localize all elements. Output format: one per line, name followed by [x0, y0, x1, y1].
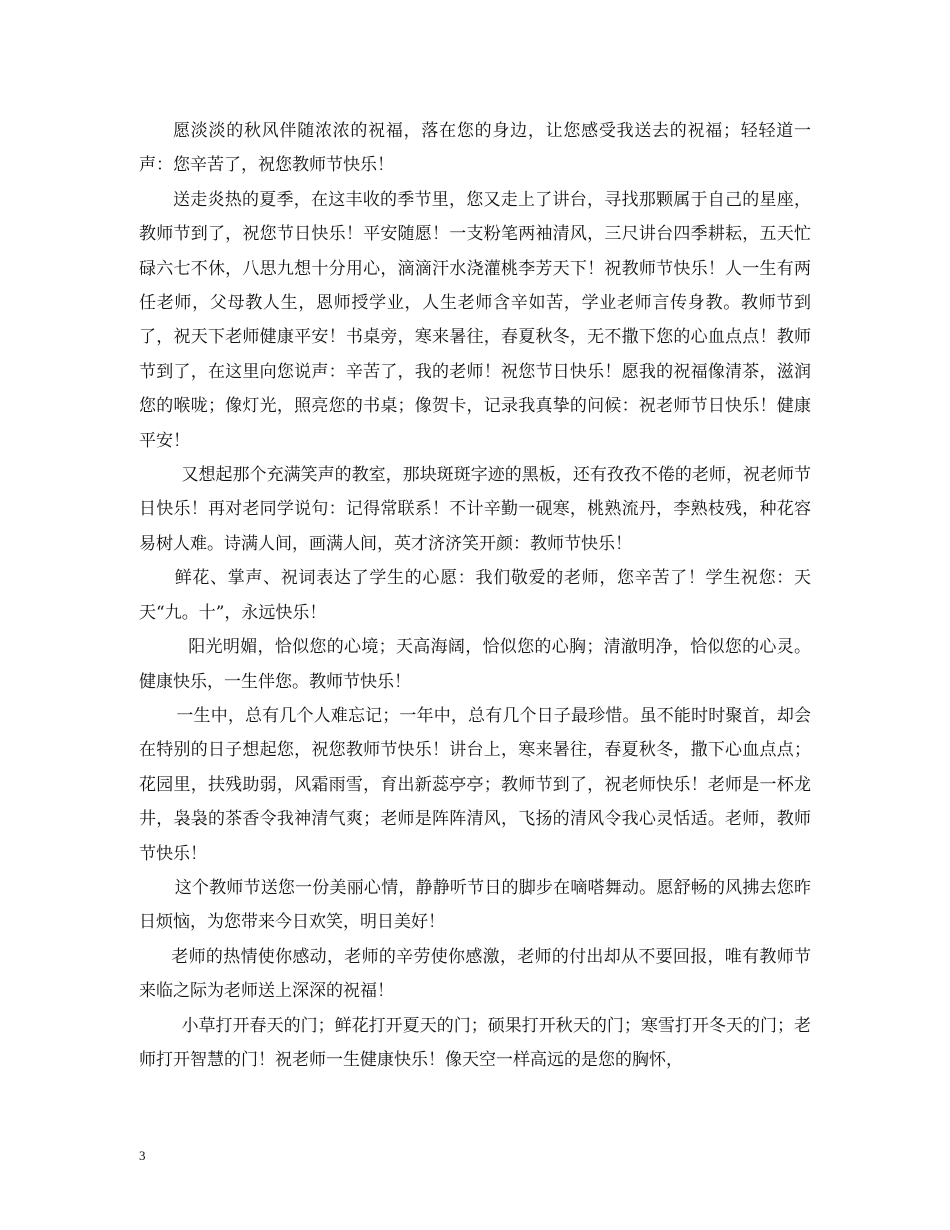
paragraph-7: 这个教师节送您一份美丽心情，静静听节日的脚步在嘀嗒舞动。愿舒畅的风拂去您昨日烦恼，为您带来今日欢笑，明日美好！: [139, 877, 811, 933]
paragraph-3: 又想起那个充满笑声的教室，那块斑斑字迹的黑板，还有孜孜不倦的老师，祝老师节日快乐！再对老同学说句：记得常联系！不计辛勤一砚寒，桃熟流丹，李熟枝残，种花容易树人难。诗满人间，画满人间，英才济济笑开颜：教师节快乐！: [139, 465, 811, 554]
document-body: [139, 114, 811, 1077]
paragraph-6: 一生中，总有几个人难忘记；一年中，总有几个日子最珍惜。虽不能时时聚首，却会在特别的日子想起您，祝您教师节快乐！讲台上，寒来暑往，春夏秋冬，撒下心血点点；花园里，扶残助弱，风霜雨雪，育出新蕊亭亭；教师节到了，祝老师快乐！老师是一杯龙井，袅袅的茶香令我神清气爽；老师是阵阵清风，飞扬的清风令我心灵恬适。老师，教师节快乐！: [139, 705, 811, 864]
paragraph-2: 送走炎热的夏季，在这丰收的季节里，您又走上了讲台，寻找那颗属于自己的星座，教师节到了，祝您节日快乐！平安随愿！一支粉笔两袖清风，三尺讲台四季耕耘，五天忙碌六七不休，八思九想十分用心，滴滴汗水浇灌桃李芳天下！祝教师节快乐！人一生有两任老师，父母教人生，恩师授学业，人生老师含辛如苦，学业老师言传身教。教师节到了，祝天下老师健康平安！书桌旁，寒来暑往，春夏秋冬，无不撒下您的心血点点！教师节到了，在这里向您说声：辛苦了，我的老师！祝您节日快乐！愿我的祝福像清茶，滋润您的喉咙；像灯光，照亮您的书桌；像贺卡，记录我真挚的问候：祝老师节日快乐！健康平安！: [139, 189, 811, 451]
paragraph-9: 小草打开春天的门；鲜花打开夏天的门；硕果打开秋天的门；寒雪打开冬天的门；老师打开智慧的门！祝老师一生健康快乐！像天空一样高远的是您的胸怀，: [139, 1015, 811, 1070]
paragraph-1: 愿淡淡的秋风伴随浓浓的祝福，落在您的身边，让您感受我送去的祝福；轻轻道一声：您辛苦了，祝您教师节快乐！: [139, 121, 811, 176]
paragraph-4: 鲜花、掌声、祝词表达了学生的心愿：我们敬爱的老师，您辛苦了！学生祝您：天天“九。十”，永远快乐！: [139, 568, 811, 623]
paragraph-5: 阳光明媚，恰似您的心境；天高海阔，恰似您的心胸；清澈明净，恰似您的心灵。健康快乐，一生伴您。教师节快乐！: [139, 637, 811, 692]
paragraph-8: 老师的热情使你感动，老师的辛劳使你感激，老师的付出却从不要回报，唯有教师节来临之际为老师送上深深的祝福！: [139, 946, 811, 1002]
page-number: 3: [139, 1148, 146, 1163]
